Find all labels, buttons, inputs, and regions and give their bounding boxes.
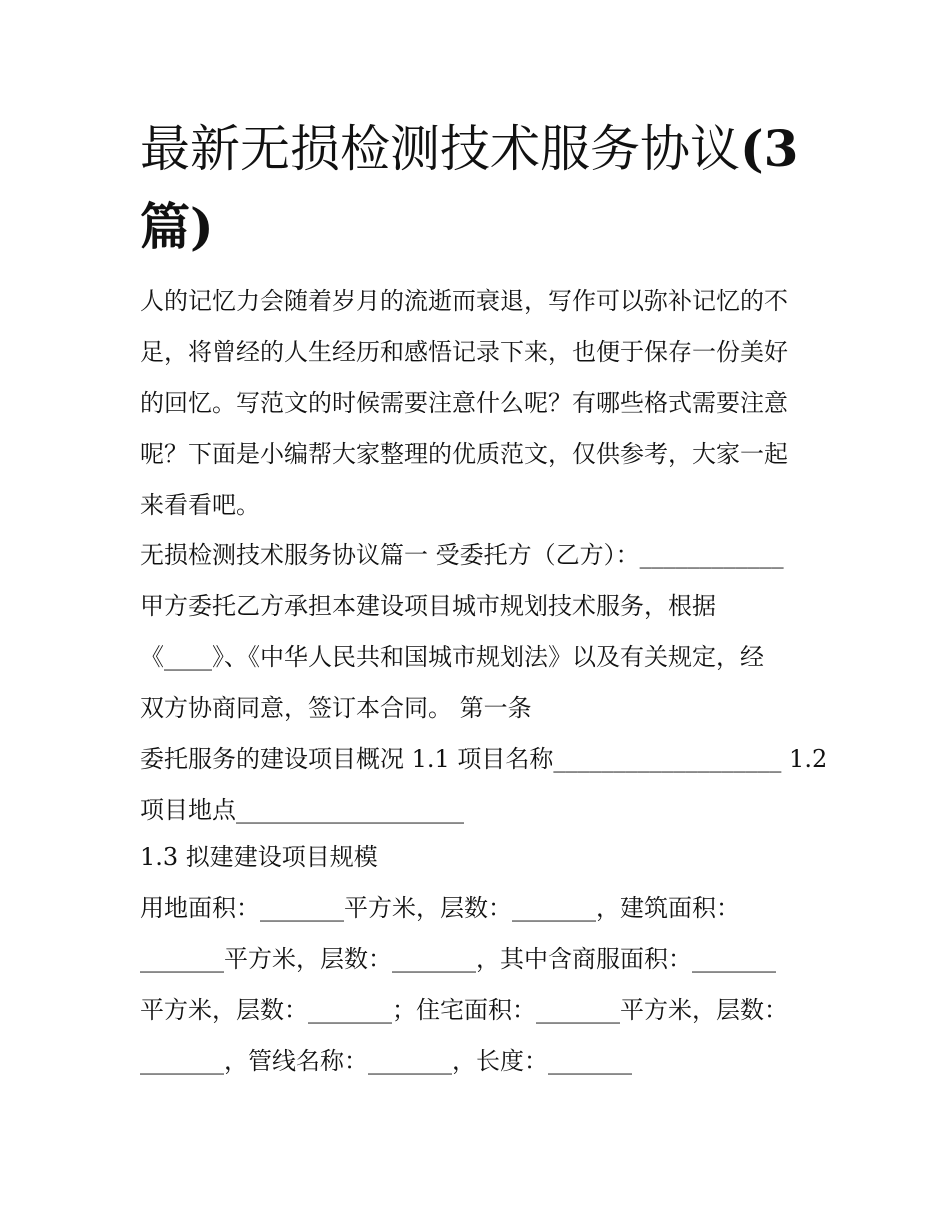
intro-line: 足，将曾经的人生经历和感悟记录下来，也便于保存一份美好 — [140, 338, 788, 366]
contract-line: 委托服务的建设项目概况 1.1 项目名称___________________ 1.2 — [140, 745, 828, 773]
details-line: 用地面积：_______平方米，层数：_______，建筑面积： — [140, 894, 740, 922]
contract-line: 《____》、《中华人民共和国城市规划法》以及有关规定，经 — [140, 643, 764, 671]
document-title — [140, 110, 820, 266]
intro-line: 呢？下面是小编帮大家整理的优质范文，仅供参考，大家一起 — [140, 440, 788, 468]
details-line: _______平方米，层数：_______，其中含商服面积：_______ — [140, 945, 776, 973]
contract-line: 项目地点___________________ — [140, 796, 464, 824]
details-line: _______，管线名称：_______，长度：_______ — [140, 1047, 632, 1075]
contract-line: 双方协商同意，签订本合同。 第一条 — [140, 694, 532, 722]
contract-paragraph — [140, 530, 828, 836]
details-paragraph — [140, 883, 812, 1087]
intro-line: 来看看吧。 — [140, 491, 260, 519]
section-heading: 1.3 拟建建设项目规模 — [140, 843, 378, 871]
intro-paragraph — [140, 276, 812, 531]
intro-line: 人的记忆力会随着岁月的流逝而衰退，写作可以弥补记忆的不 — [140, 287, 788, 315]
title-line-2: 篇) — [140, 197, 214, 256]
title-main: 最新无损检测技术服务协议 — [140, 120, 740, 178]
contract-line: 甲方委托乙方承担本建设项目城市规划技术服务，根据 — [140, 592, 716, 620]
contract-line: 无损检测技术服务协议篇一 受委托方（乙方）：____________ — [140, 541, 784, 569]
details-line: 平方米，层数：_______；住宅面积：_______平方米，层数： — [140, 996, 788, 1024]
title-suffix: (3 — [740, 119, 799, 178]
intro-line: 的回忆。写范文的时候需要注意什么呢？有哪些格式需要注意 — [140, 389, 788, 417]
